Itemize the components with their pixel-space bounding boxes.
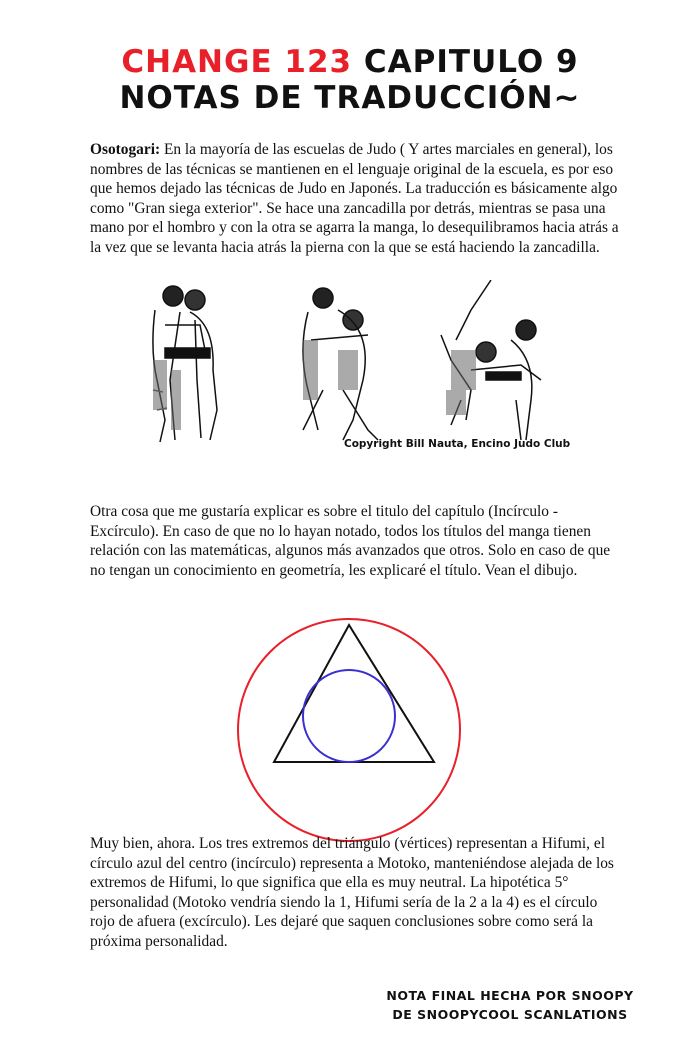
judo-figure-3 bbox=[431, 280, 561, 450]
osotogari-paragraph bbox=[90, 140, 620, 257]
incircle-excircle-diagram bbox=[236, 617, 462, 843]
page-subtitle: NOTAS DE TRADUCCIÓN~ bbox=[119, 80, 581, 116]
inner-circle bbox=[303, 670, 395, 762]
credit-line-2: DE SNOOPYCOOL SCANLATIONS bbox=[392, 1007, 628, 1022]
judo-figure-2 bbox=[283, 280, 383, 450]
credit-note bbox=[380, 986, 640, 1024]
conclusion-paragraph: Muy bien, ahora. Los tres extremos del triángulo (vértices) representan a Hifumi, el círculo azul del centro (incírculo) representa a Motoko, manteniéndose alejada de los extremos de Hifumi, lo que significa que ella es muy neutral. La hipotética 5° personalidad (Motoko vendría siendo la 1, Hifumi sería de la 2 a la 4) es el círculo rojo de afuera (excírculo). Les dejaré que saquen conclusiones sobre como será la próxima personalidad. bbox=[90, 835, 614, 950]
osotogari-text: En la mayoría de las escuelas de Judo ( Y artes marciales en general), los nombres de las técnicas se mantienen en el lenguaje original de la escuela, es por eso que hemos dejado las técnicas de Judo en Japonés. La traducción es básicamente algo como "Gran siega exterior". Se hace una zancadilla por detrás, mientras se pasa una mano por el hombro y con la otra se agarra la manga, lo desequilibramos hacia atrás a la vez que se levanta hacia atrás la pierna con la que se está haciendo la zancadilla. bbox=[90, 141, 619, 256]
osotogari-term: Osotogari: bbox=[90, 141, 161, 158]
outer-circle bbox=[238, 619, 460, 841]
title-black: CAPITULO 9 bbox=[352, 44, 579, 80]
copyright-text: Copyright Bill Nauta, Encino Judo Club bbox=[344, 438, 571, 450]
judo-illustrations bbox=[135, 280, 565, 450]
page-title bbox=[0, 44, 700, 80]
credit-line-1: NOTA FINAL HECHA POR SNOOPY bbox=[386, 988, 634, 1003]
title-red: CHANGE 123 bbox=[121, 44, 353, 80]
title-explanation-paragraph: Otra cosa que me gustaría explicar es sobre el titulo del capítulo (Incírculo - Excírculo). En caso de que no lo hayan notado, todos los títulos del manga tienen relación con las matemáticas, algunos más avanzados que otros. Solo en caso de que no tengan un conocimiento en geometría, les explicaré el título. Vean el dibujo. bbox=[90, 503, 611, 579]
judo-figure-1 bbox=[135, 280, 235, 450]
triangle bbox=[274, 625, 434, 762]
